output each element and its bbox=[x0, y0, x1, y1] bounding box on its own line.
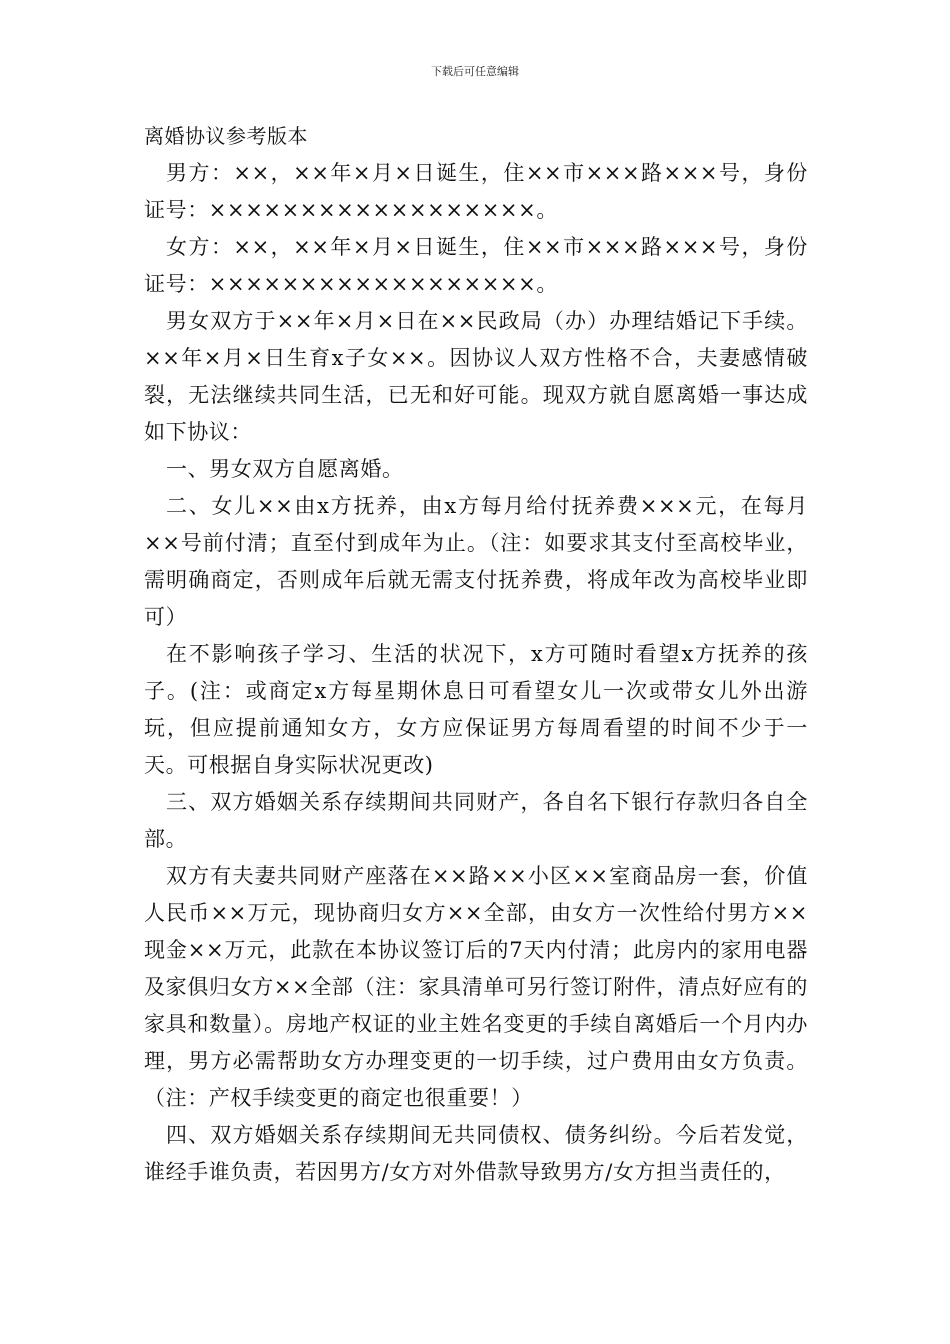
paragraph-marriage-background: 男女双方于××年×月×日在××民政局（办）办理结婚记下手续。××年×月×日生育x子女××。因协议人双方性格不合，夫妻感情破裂，无法继续共同生活，已无和好可能。现双方就自愿离婚一事达成如下协议： bbox=[144, 309, 808, 444]
paragraph-property: 双方有夫妻共同财产座落在××路××小区××室商品房一套，价值人民币××万元，现协商归女方××全部，由女方一次性给付男方××现金××万元，此款在本协议签订后的7天内付清；此房内的家用电器及家俱归女方××全部（注：家具清单可另行签订附件，清点好应有的家具和数量）。房地产权证的业主姓名变更的手续自离婚后一个月内办理，男方必需帮助女方办理变更的一切手续，过户费用由女方负责。（注：产权手续变更的商定也很重要！） bbox=[144, 864, 808, 1110]
paragraph-clause-2: 二、女儿××由x方抚养，由x方每月给付抚养费×××元，在每月××号前付清；直至付到成年为止。（注：如要求其支付至高校毕业，需明确商定，否则成年后就无需支付抚养费，将成年改为高校毕业即可） bbox=[144, 494, 808, 629]
paragraph-visitation: 在不影响孩子学习、生活的状况下，x方可随时看望x方抚养的孩子。(注：或商定x方每星期休息日可看望女儿一次或带女儿外出游玩，但应提前通知女方，女方应保证男方每周看望的时间不少于一天。可根据自身实际状况更改) bbox=[144, 642, 808, 777]
document-title: 离婚协议参考版本 bbox=[144, 124, 308, 148]
paragraph-male-party: 男方：××，××年×月×日诞生，住××市×××路×××号，身份证号：××××××××××××××××××。 bbox=[144, 161, 808, 222]
document-body bbox=[144, 155, 808, 1191]
paragraph-clause-3: 三、双方婚姻关系存续期间共同财产，各自名下银行存款归各自全部。 bbox=[144, 790, 808, 851]
paragraph-clause-1: 一、男女双方自愿离婚。 bbox=[166, 457, 404, 481]
header-note: 下载后可任意编辑 bbox=[431, 65, 519, 78]
paragraph-clause-4: 四、双方婚姻关系存续期间无共同债权、债务纠纷。今后若发觉，谁经手谁负责，若因男方/女方对外借款导致男方/女方担当责任的， bbox=[144, 1123, 808, 1184]
paragraph-female-party: 女方：××，××年×月×日诞生，住××市×××路×××号，身份证号：××××××××××××××××××。 bbox=[144, 235, 808, 296]
